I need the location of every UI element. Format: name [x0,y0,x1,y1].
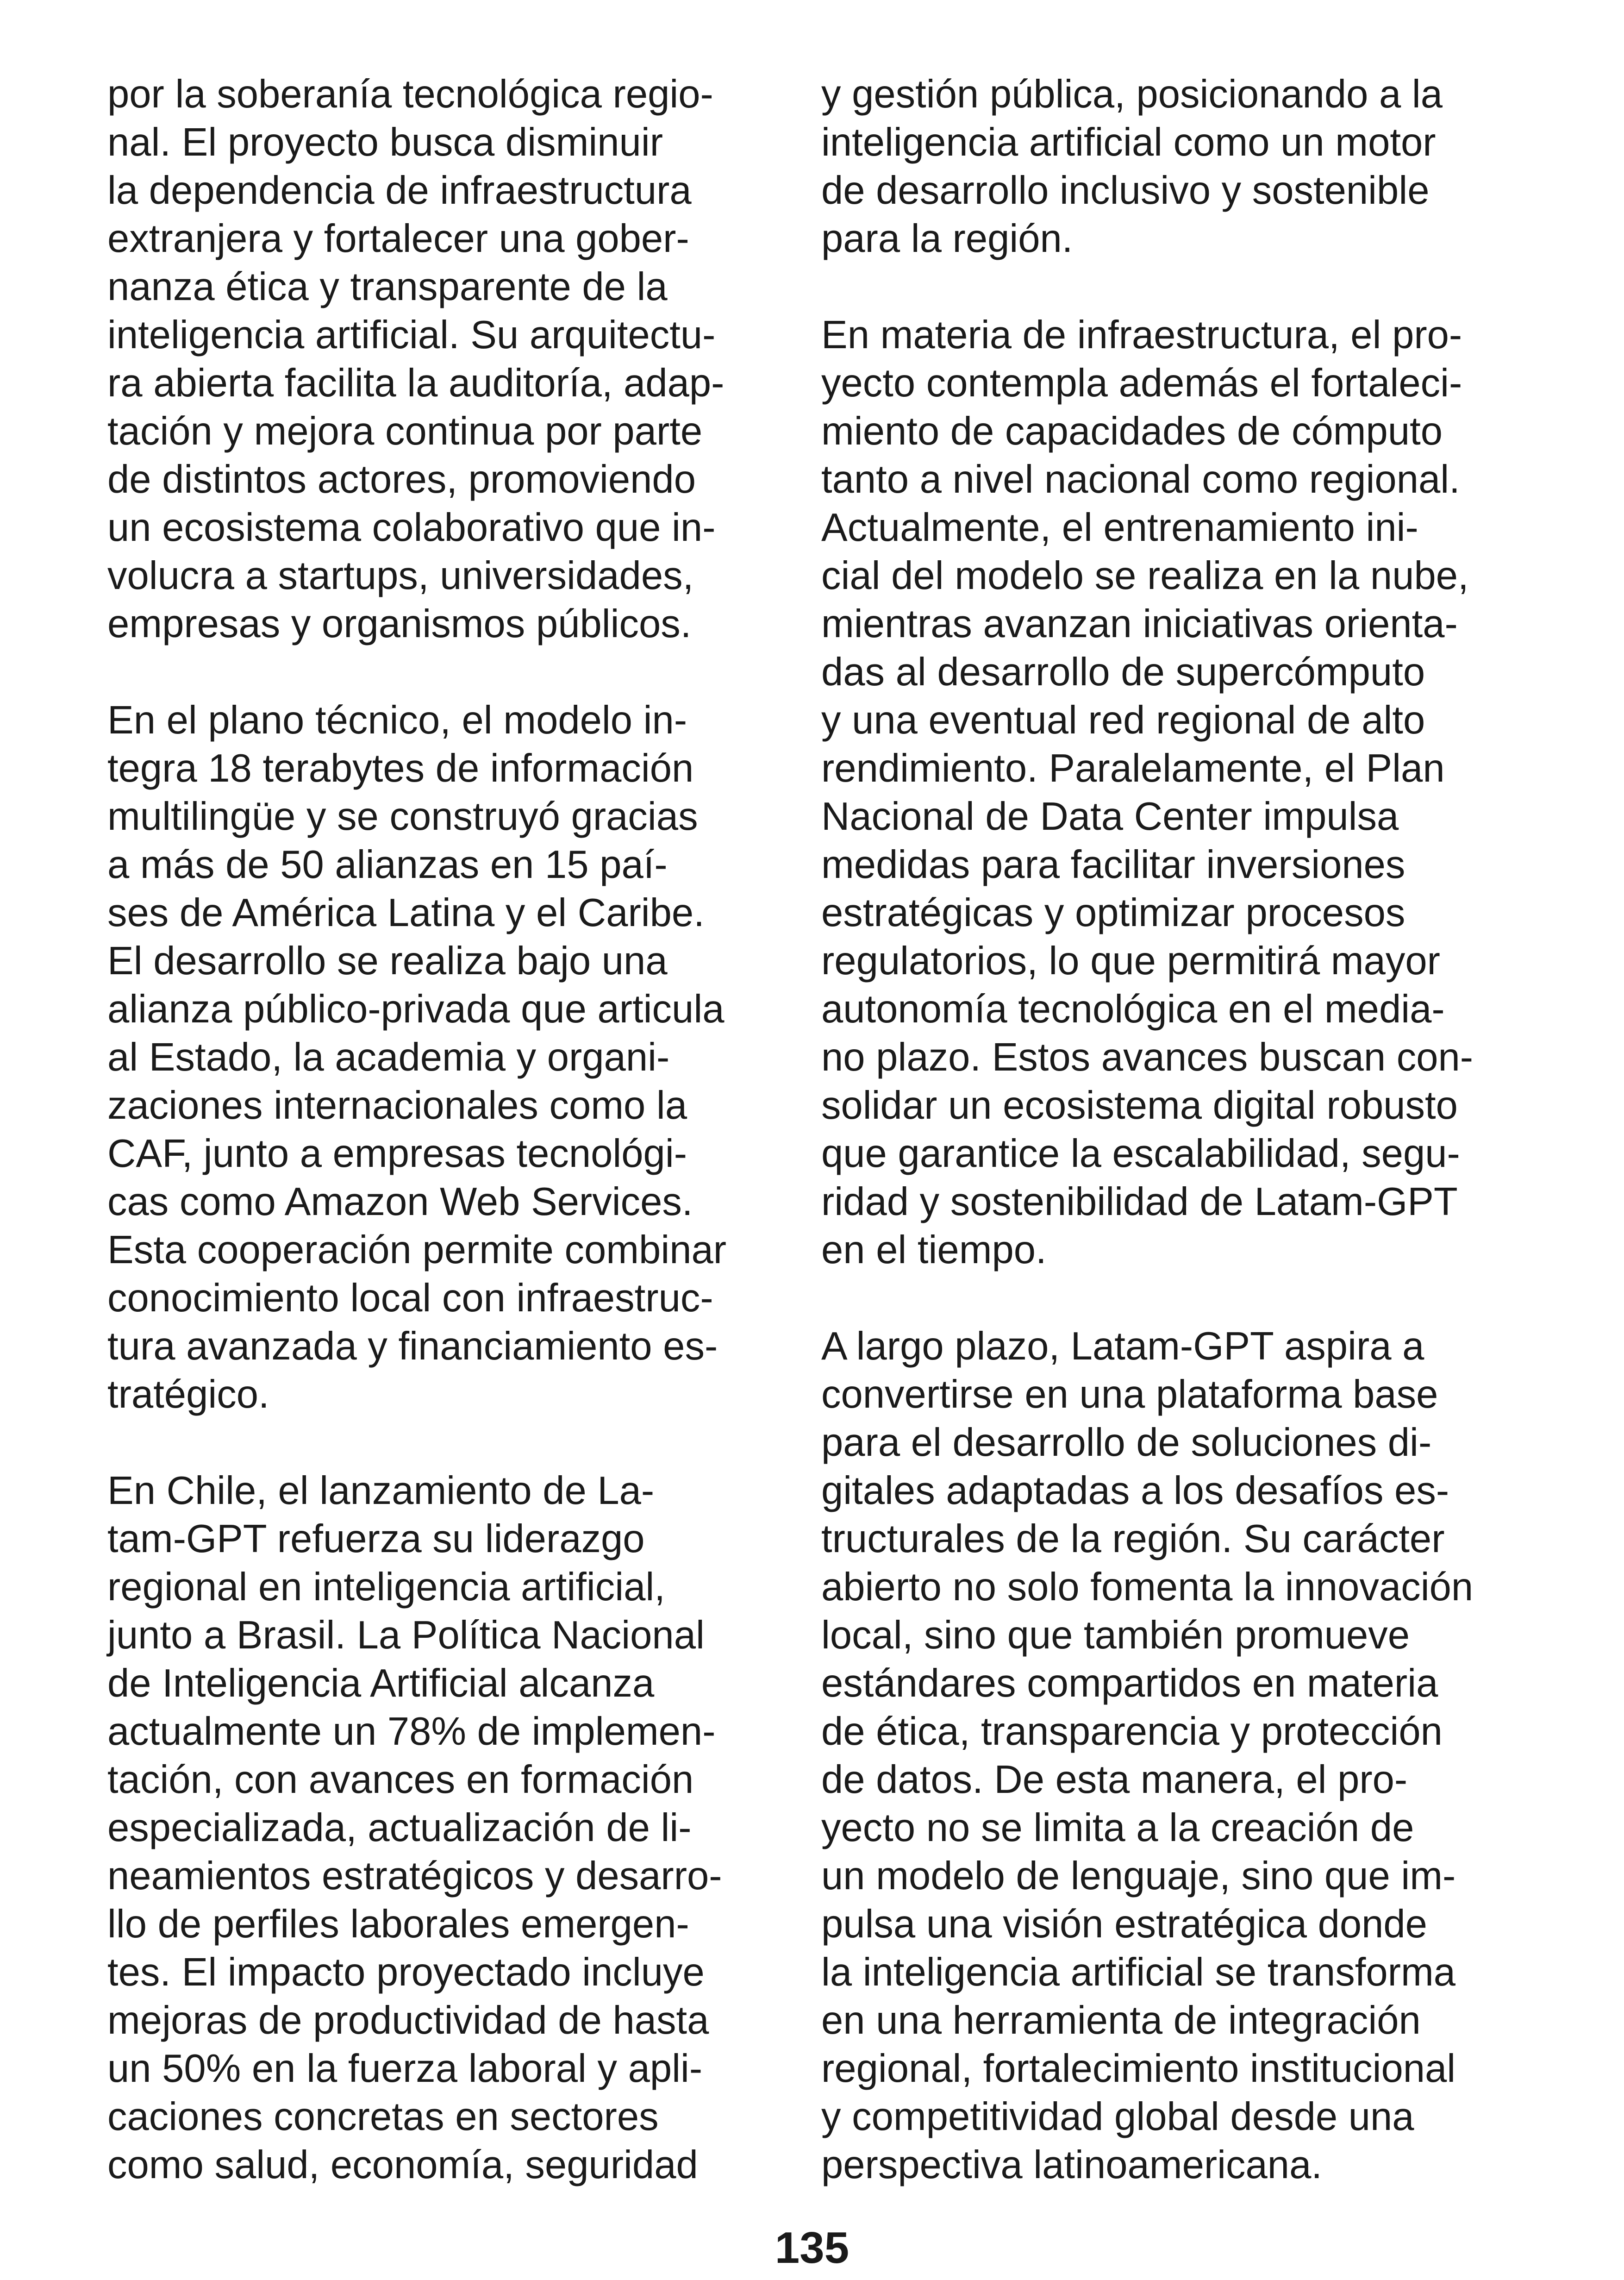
text-line: A largo plazo, Latam-GPT aspira a [821,1324,1424,1368]
text-line: mientras avanzan iniciativas orienta- [821,602,1458,646]
text-line: al Estado, la academia y organi- [107,1035,670,1079]
text-line: en el tiempo. [821,1228,1047,1272]
text-line: la dependencia de infraestructura [107,169,692,213]
text-line: convertirse en una plataforma base [821,1372,1438,1416]
right-column [821,70,1497,2189]
text-line: y una eventual red regional de alto [821,698,1425,742]
text-line: extranjera y fortalecer una gober- [107,217,689,261]
text-line: local, sino que también promueve [821,1613,1410,1657]
text-line: rendimiento. Paralelamente, el Plan [821,746,1445,790]
text-line: inteligencia artificial. Su arquitectu- [107,313,716,357]
text-line: volucra a startups, universidades, [107,554,694,598]
text-line: das al desarrollo de supercómputo [821,650,1425,694]
text-line: En materia de infraestructura, el pro- [821,313,1462,357]
text-line: de ética, transparencia y protección [821,1710,1443,1754]
text-line: la inteligencia artificial se transforma [821,1950,1456,1994]
text-line: un 50% en la fuerza laboral y apli- [107,2047,703,2091]
text-line: Actualmente, el entrenamiento ini- [821,506,1418,550]
text-line: medidas para facilitar inversiones [821,843,1405,887]
text-line: en una herramienta de integración [821,1998,1421,2042]
text-line: abierto no solo fomenta la innovación [821,1565,1474,1609]
text-line: actualmente un 78% de implemen- [107,1710,716,1754]
paragraph [821,311,1497,1274]
paragraph [107,70,783,648]
text-line: yecto no se limita a la creación de [821,1806,1414,1850]
text-line: llo de perfiles laborales emergen- [107,1902,689,1946]
text-line: conocimiento local con infraestruc- [107,1276,713,1320]
text-line: pulsa una visión estratégica donde [821,1902,1427,1946]
text-line: perspectiva latinoamericana. [821,2143,1322,2187]
text-line: tegra 18 terabytes de información [107,746,694,790]
text-line: especializada, actualización de li- [107,1806,692,1850]
text-line: solidar un ecosistema digital robusto [821,1084,1458,1127]
text-line: alianza público-privada que articula [107,987,725,1031]
paragraph-gap [821,263,1497,311]
text-line: por la soberanía tecnológica regio- [107,72,713,116]
text-line: tura avanzada y financiamiento es- [107,1324,718,1368]
paragraph-gap [107,1419,783,1467]
paragraph-gap [107,648,783,696]
text-line: un modelo de lenguaje, sino que im- [821,1854,1456,1898]
text-line: que garantice la escalabilidad, segu- [821,1132,1460,1176]
text-line: y gestión pública, posicionando a la [821,72,1443,116]
text-line: zaciones internacionales como la [107,1084,687,1127]
paragraph [821,70,1497,263]
text-line: a más de 50 alianzas en 15 paí- [107,843,668,887]
text-line: junto a Brasil. La Política Nacional [107,1613,705,1657]
text-line: Nacional de Data Center impulsa [821,795,1399,839]
text-line: de distintos actores, promoviendo [107,457,696,501]
text-line: gitales adaptadas a los desafíos es- [821,1469,1449,1513]
paragraph [107,1467,783,2189]
text-line: como salud, economía, seguridad [107,2143,698,2187]
text-line: para la región. [821,217,1073,261]
text-line: empresas y organismos públicos. [107,602,692,646]
text-line: tratégico. [107,1372,269,1416]
text-line: En el plano técnico, el modelo in- [107,698,687,742]
text-line: autonomía tecnológica en el media- [821,987,1445,1031]
text-line: miento de capacidades de cómputo [821,409,1443,453]
text-line: regional, fortalecimiento institucional [821,2047,1456,2091]
text-line: de Inteligencia Artificial alcanza [107,1661,655,1705]
paragraph-gap [821,1274,1497,1322]
text-line: ses de América Latina y el Caribe. [107,891,705,935]
text-line: yecto contempla además el fortaleci- [821,361,1462,405]
paragraph [107,696,783,1419]
text-line: y competitividad global desde una [821,2095,1414,2139]
text-line: tructurales de la región. Su carácter [821,1517,1445,1561]
text-line: para el desarrollo de soluciones di- [821,1421,1432,1465]
text-line: cas como Amazon Web Services. [107,1180,693,1224]
paragraph [821,1322,1497,2189]
text-line: tam-GPT refuerza su liderazgo [107,1517,645,1561]
page-number: 135 [775,2223,849,2273]
text-line: ra abierta facilita la auditoría, adap- [107,361,725,405]
text-line: tes. El impacto proyectado incluye [107,1950,705,1994]
text-line: nal. El proyecto busca disminuir [107,120,663,164]
text-line: regulatorios, lo que permitirá mayor [821,939,1440,983]
text-line: nanza ética y transparente de la [107,265,668,309]
text-line: regional en inteligencia artificial, [107,1565,665,1609]
text-line: de desarrollo inclusivo y sostenible [821,169,1430,213]
text-line: El desarrollo se realiza bajo una [107,939,668,983]
text-line: inteligencia artificial como un motor [821,120,1436,164]
text-line: de datos. De esta manera, el pro- [821,1758,1408,1802]
text-line: mejoras de productividad de hasta [107,1998,709,2042]
text-line: estándares compartidos en materia [821,1661,1438,1705]
text-line: multilingüe y se construyó gracias [107,795,698,839]
text-line: tanto a nivel nacional como regional. [821,457,1460,501]
text-line: tación y mejora continua por parte [107,409,703,453]
text-line: cial del modelo se realiza en la nube, [821,554,1469,598]
text-line: Esta cooperación permite combinar [107,1228,727,1272]
text-line: estratégicas y optimizar procesos [821,891,1405,935]
left-column [107,70,783,2189]
text-line: CAF, junto a empresas tecnológi- [107,1132,687,1176]
text-line: no plazo. Estos avances buscan con- [821,1035,1474,1079]
text-line: tación, con avances en formación [107,1758,694,1802]
text-line: En Chile, el lanzamiento de La- [107,1469,655,1513]
text-line: neamientos estratégicos y desarro- [107,1854,722,1898]
text-line: ridad y sostenibilidad de Latam-GPT [821,1180,1458,1224]
text-line: un ecosistema colaborativo que in- [107,506,716,550]
text-line: caciones concretas en sectores [107,2095,659,2139]
